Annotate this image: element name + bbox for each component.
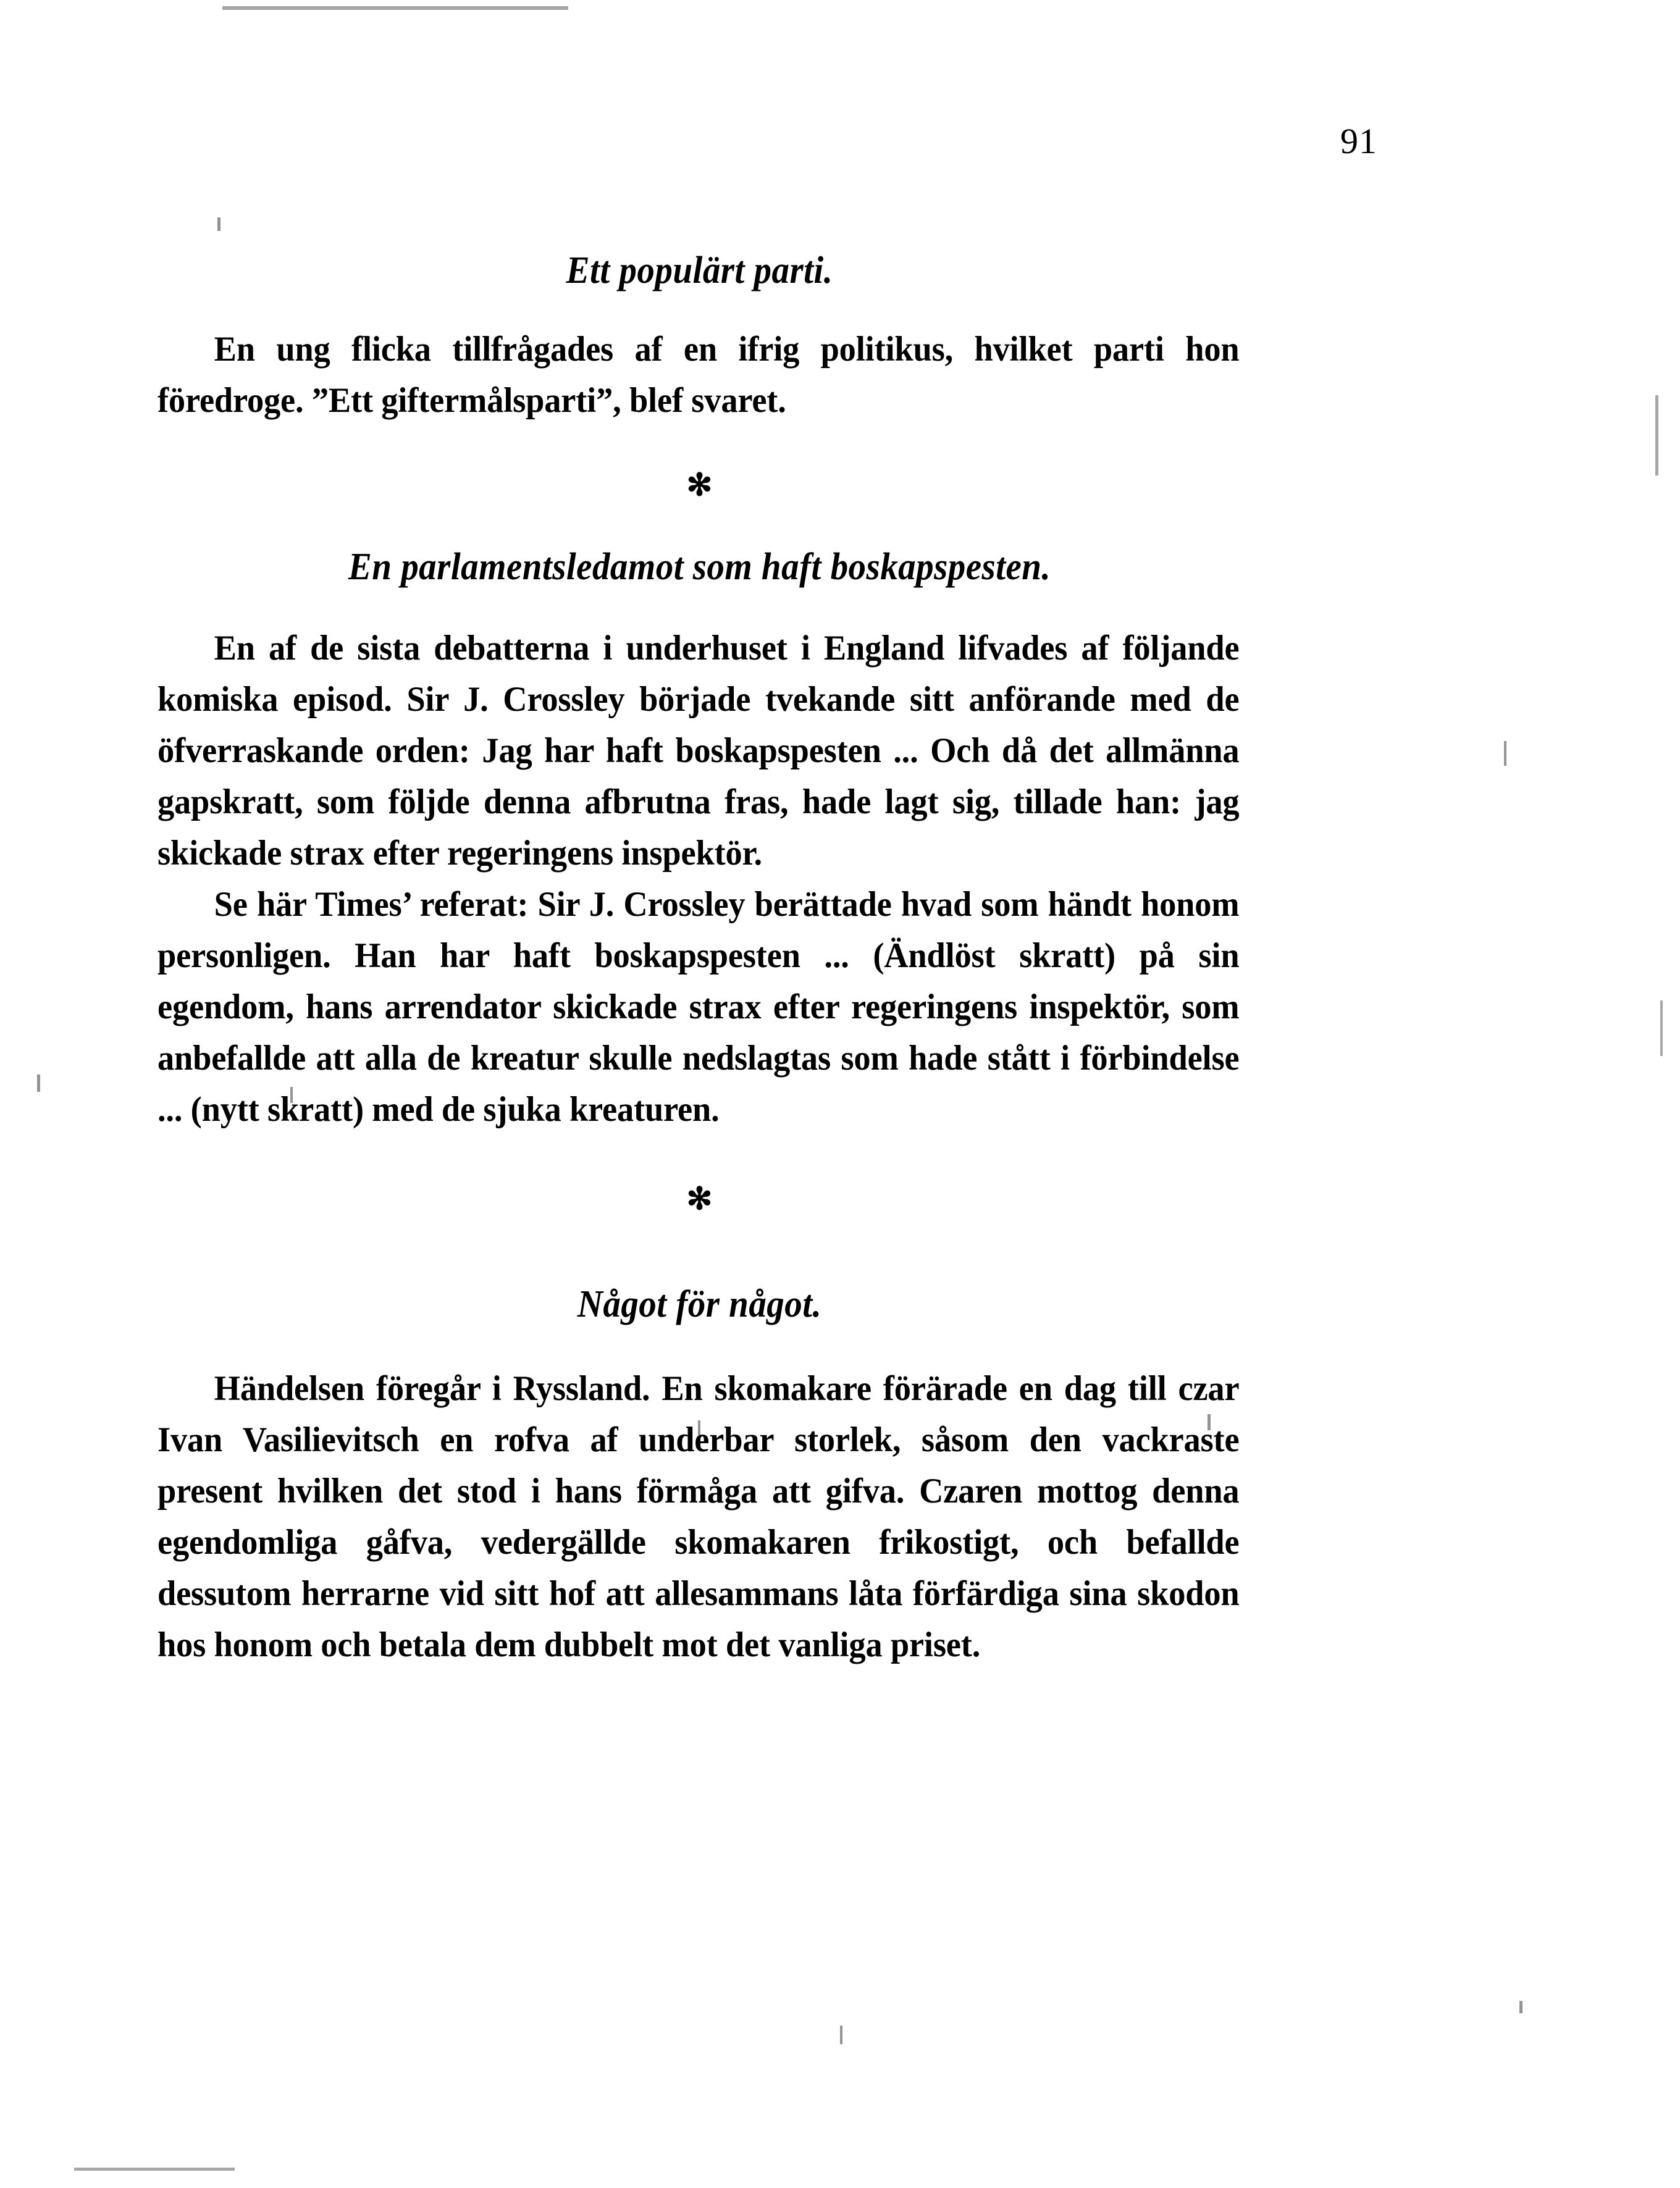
section-body-3: [158, 1363, 1239, 1670]
paragraph-text-lead: En af de sista debatterna i underhuset i England lifvades af följande komiska episod. Sir J. Crossley började tvekande sitt anförande med de öfverraskande orden: Jag har haft boskapspesten ... Och då det allmänna gapskratt, som följde denna afbrutna fras, hade lagt sig, tillade han: jag skickade: [158, 629, 1240, 873]
section-body-2: [158, 622, 1239, 1135]
paragraph-text-tail: efter regeringens inspektör.: [364, 834, 762, 873]
scan-edge-artifact-bottom: [74, 2168, 235, 2171]
asterisk-floral-icon: ✻: [686, 1181, 713, 1217]
paragraph: Händelsen föregår i Ryssland. En skomakare förärade en dag till czar Ivan Vasilievitsch en rofva af underbar storlek, såsom den vackraste present hvilken det stod i hans förmåga att gifva. Czaren mottog denna egendomliga gåfva, vedergällde skomakaren frikostigt, och befallde dessutom herrarne vid sitt hof att allesammans låta förfärdiga sina skodon hos honom och betala dem dubbelt mot det vanliga priset.: [158, 1369, 1240, 1664]
text-column: [158, 185, 1241, 1670]
page-number: 91: [1340, 121, 1377, 161]
scan-speckle: [37, 1075, 40, 1092]
section-heading-ett-populart-parti: Ett populärt parti.: [566, 249, 833, 291]
scan-speckle: [1519, 2001, 1522, 2013]
paragraph: En ung flicka tillfrågades af en ifrig politikus, hvilket parti hon föredroge. ”Ett giftermålsparti”, blef svaret.: [158, 330, 1240, 421]
scan-speckle: [840, 2026, 842, 2044]
scan-edge-artifact-top: [222, 6, 568, 10]
paragraph: Se här Times’ referat: Sir J. Crossley berättade hvad som händt honom personligen. Han har haft boskapspesten ... (Ändlöst skratt) på sin egendom, hans arrendator skickade strax efter regeringens inspektör, som anbefallde att alla de kreatur skulle nedslagtas som hade stått i förbindelse ... (nytt skratt) med de sjuka kreaturen.: [158, 885, 1240, 1130]
section-body-1: [158, 324, 1239, 426]
section-heading-nagot-for-nagot: Något för något.: [577, 1283, 822, 1326]
scan-speckle: [1504, 741, 1506, 766]
emphasized-word-strax: strax: [290, 834, 365, 873]
asterisk-floral-icon: ✻: [686, 467, 713, 503]
section-heading-en-parlamentsledamot: En parlamentsledamot som haft boskapspesten.: [348, 546, 1051, 589]
section-separator-1: [158, 467, 1241, 503]
section-separator-2: [158, 1181, 1241, 1217]
paragraph: [158, 622, 1239, 879]
scan-edge-artifact-right: [1655, 395, 1658, 476]
scan-edge-artifact-right-2: [1660, 1000, 1663, 1056]
